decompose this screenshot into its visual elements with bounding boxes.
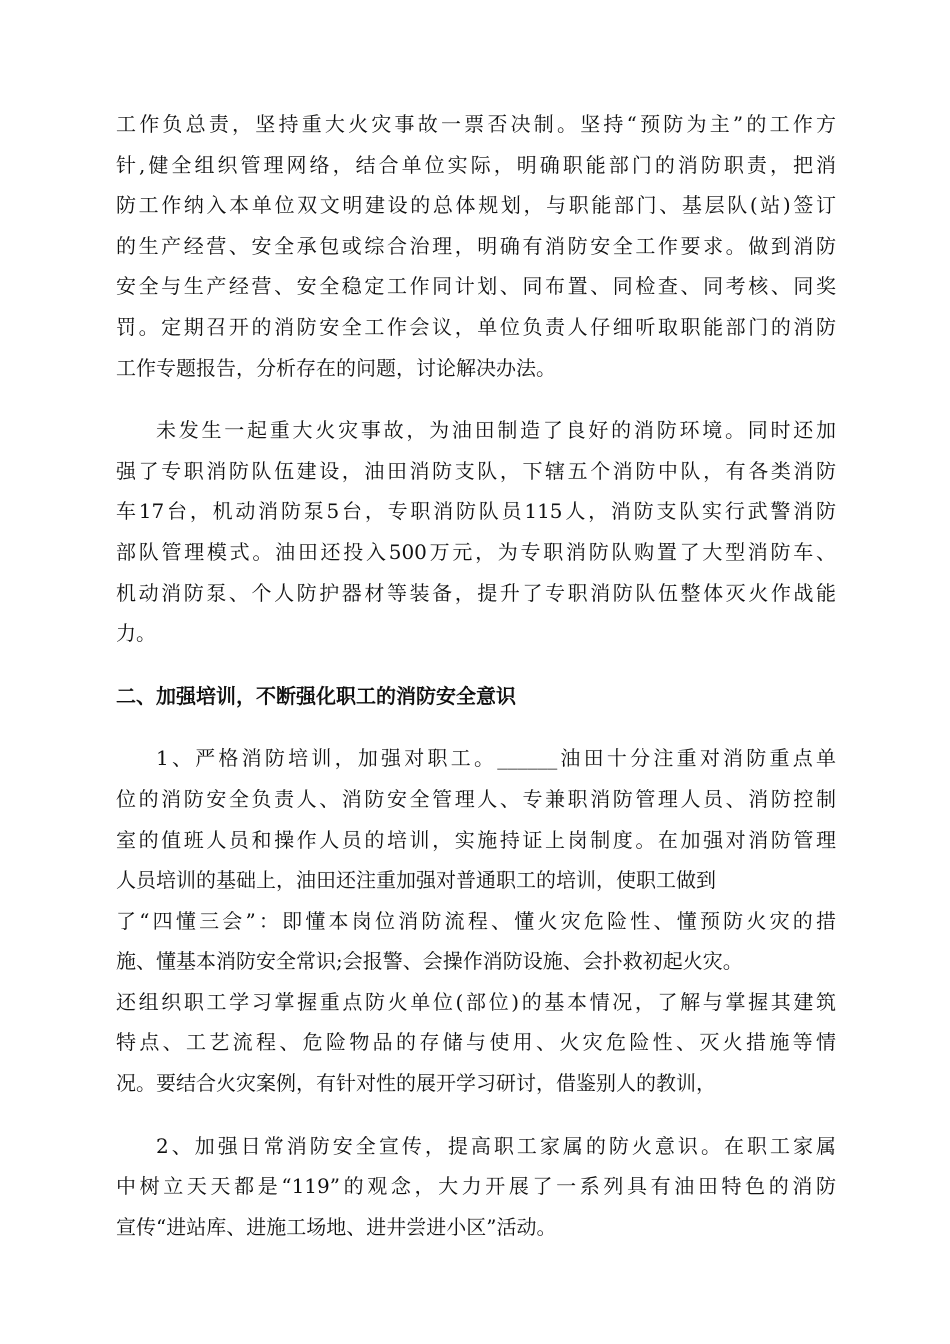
text-line: 防工作纳入本单位双文明建设的总体规划，与职能部门、基层队(站)签订 xyxy=(116,193,836,218)
text-line: 机动消防泵、个人防护器材等装备，提升了专职消防队伍整体灭火作战能 xyxy=(116,580,836,605)
text-line: 力。 xyxy=(116,621,156,646)
paragraph-spacer xyxy=(116,388,836,410)
section-heading: 二、加强培训，不断强化职工的消防安全意识 xyxy=(116,683,516,708)
text-line: 特点、工艺流程、危险物品的存储与使用、火灾危险性、灭火措施等情 xyxy=(116,1030,836,1055)
text-line: 工作专题报告，分析存在的问题，讨论解决办法。 xyxy=(116,355,556,380)
text-line: 施、懂基本消防安全常识;会报警、会操作消防设施、会扑救初起火灾。 xyxy=(116,949,743,974)
text-line: 罚。定期召开的消防安全工作会议，单位负责人仔细听取职能部门的消防 xyxy=(116,314,836,339)
text-line: 针,健全组织管理网络，结合单位实际，明确职能部门的消防职责，把消 xyxy=(116,152,836,177)
text-line: 未发生一起重大火灾事故，为油田制造了良好的消防环境。同时还加 xyxy=(156,418,836,443)
paragraph-spacer xyxy=(116,654,836,676)
text-line: 还组织职工学习掌握重点防火单位(部位)的基本情况，了解与掌握其建筑 xyxy=(116,989,836,1014)
text-line: 人员培训的基础上，油田还注重加强对普通职工的培训，使职工做到 xyxy=(116,868,716,893)
text-line: 工作负总责，坚持重大火灾事故一票否决制。坚持“预防为主”的工作方 xyxy=(116,112,836,136)
text-line: 了“四懂三会”：即懂本岗位消防流程、懂火灾危险性、懂预防火灾的措 xyxy=(116,908,836,933)
paragraph-fire-brigade xyxy=(116,410,836,654)
text-line: 室的值班人员和操作人员的培训，实施持证上岗制度。在加强对消防管理 xyxy=(116,827,836,852)
text-line: 部队管理模式。油田还投入500万元，为专职消防队购置了大型消防车、 xyxy=(116,539,836,564)
text-line: 位的消防安全负责人、消防安全管理人、专兼职消防管理人员、消防控制 xyxy=(116,786,836,811)
text-line: 的生产经营、安全承包或综合治理，明确有消防安全工作要求。做到消防 xyxy=(116,233,836,258)
text-line: 宣传“进站库、进施工场地、进井尝进小区”活动。 xyxy=(116,1214,557,1239)
text-line: 安全与生产经营、安全稳定工作同计划、同布置、同检查、同考核、同奖 xyxy=(116,274,836,299)
paragraph-responsibility xyxy=(116,104,836,388)
paragraph-spacer xyxy=(116,716,836,738)
text-line: 1、严格消防培训，加强对职工。______油田十分注重对消防重点单 xyxy=(156,746,836,771)
text-line: 中树立天天都是“119”的观念，大力开展了一系列具有油田特色的消防 xyxy=(116,1174,836,1199)
paragraph-spacer xyxy=(116,1104,836,1126)
text-line: 强了专职消防队伍建设，油田消防支队，下辖五个消防中队，有各类消防 xyxy=(116,458,836,483)
text-line: 况。要结合火灾案例，有针对性的展开学习研讨，借鉴别人的教训， xyxy=(116,1071,716,1096)
paragraph-training xyxy=(116,738,836,1103)
text-line: 2、加强日常消防安全宣传，提高职工家属的防火意识。在职工家属 xyxy=(156,1133,836,1158)
document-page xyxy=(116,104,836,1247)
text-line: 车17台，机动消防泵5台，专职消防队员115人，消防支队实行武警消防 xyxy=(116,499,836,524)
paragraph-publicity xyxy=(116,1126,836,1248)
